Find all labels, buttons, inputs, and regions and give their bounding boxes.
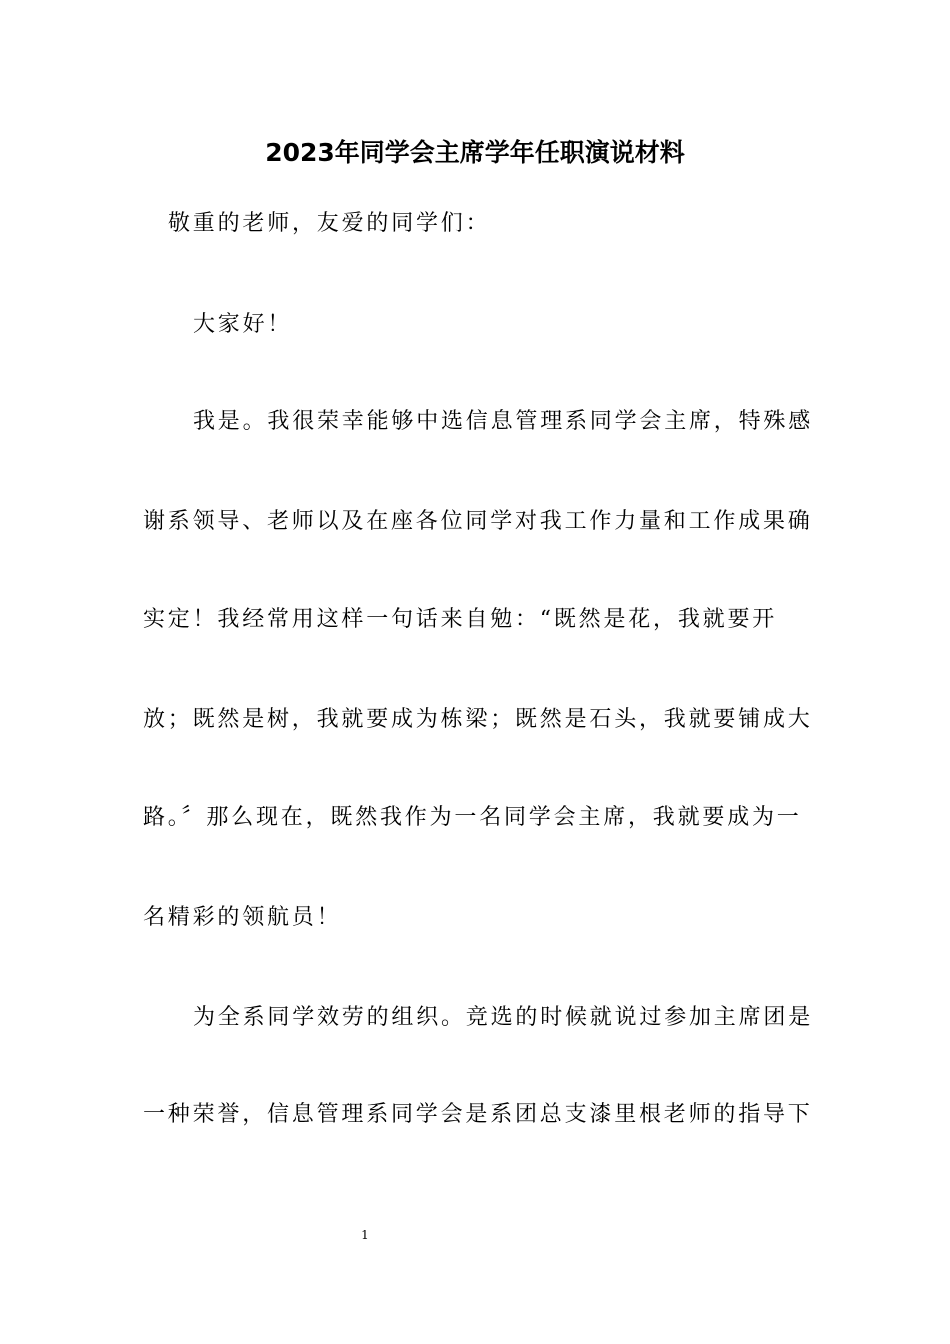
paragraph-1-line: 放；既然是树，我就要成为栋梁；既然是石头，我就要铺成大 — [143, 707, 813, 732]
paragraph-1-line: 实定！我经常用这样一句话来自勉：“既然是花，我就要开 — [143, 607, 778, 632]
paragraph-2-line: 为全系同学效劳的组织。竞选的时候就说过参加主席团是 — [193, 1005, 814, 1030]
paragraph-1-line: 我是。我很荣幸能够中选信息管理系同学会主席，特殊感 — [193, 409, 814, 434]
paragraph-1-line: 名精彩的领航员！ — [143, 905, 342, 930]
salutation: 敬重的老师，友爱的同学们： — [168, 211, 491, 236]
paragraph-1-line: 谢系领导、老师以及在座各位同学对我工作力量和工作成果确 — [143, 509, 813, 534]
page-number: 1 — [361, 1228, 369, 1242]
paragraph-1-line: 路。〞那么现在，既然我作为一名同学会主席，我就要成为一 — [143, 805, 802, 830]
greeting: 大家好！ — [193, 312, 293, 337]
paragraph-2-line: 一种荣誉，信息管理系同学会是系团总支漆里根老师的指导下 — [143, 1102, 813, 1127]
document-title: 2023年同学会主席学年任职演说材料 — [265, 138, 685, 167]
